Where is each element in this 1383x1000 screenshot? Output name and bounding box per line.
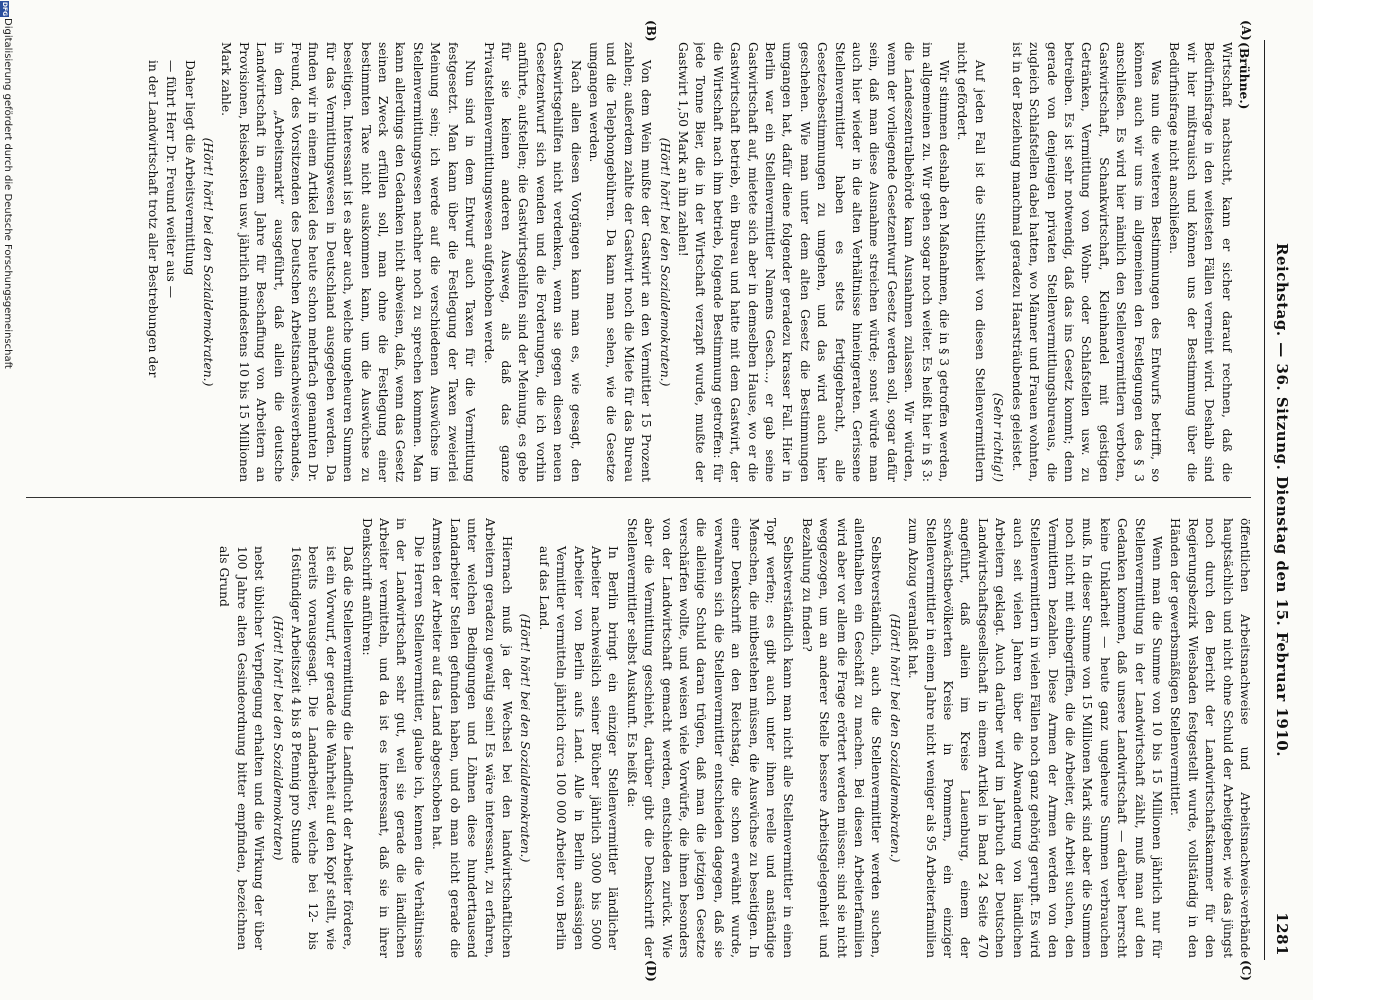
right-text-column xyxy=(23,518,1253,958)
paragraph: Wenn man die Summe von 10 bis 15 Millionen jährlich nur für Stellenvermittlung in der Landwirtschaft zählt, muß man auf den Gedanken kommen, daß unsere Landwirtschaft — darüber herrscht keine Unklarheit — heute ganz ungeheure Summen verbrauchen muß. In dieser Summe von 15 Millionen Mark sind aber die Summen noch nicht mit einbegriffen, die die Arbeiter, die Arbeit suchen, den Vermittlern bezahlen. Diese Armen der Armen werden von den Stellenvermittlern in vielen Fällen noch ganz gehörig gerupft. Es wird auch seit vielen Jahren über die Abwanderung von ländlichen Arbeitern geklagt. Auch darüber wird im Jahrbuch der Deutschen Landwirtschaftsgesellschaft in einem Artikel in Band 24 Seite 470 angeführt, daß allein im Kreise Lauenburg, einem der schwächstbevölkerten Kreise in Pommern, ein einziger Stellenvermittler in einem Jahre nicht weniger als 95 Arbeiterfamilien zum Abzug veranlaßt hat. xyxy=(906,518,1164,958)
page-number: 1281 xyxy=(1273,912,1291,956)
digitization-credit: Digitalisierung gefördert durch die Deutsche Forschungsgemeinschaft xyxy=(2,18,13,369)
dfg-logo-icon: DFG xyxy=(1,1,8,16)
left-text-column xyxy=(23,42,1253,482)
paragraph: Nun sind in dem Entwurf auch Taxen für die Vermittlung festgesetzt. Man kann über die Festlegung der Taxen zweierlei Meinung sein; ich werde auf die verschiedenen Auswüchse im Stellenvermittlungswesen nachher noch zu sprechen kommen. Man kann allerdings den Gedanken nicht abweisen, daß, wenn das Gesetz seinen Zweck erfüllen soll, man ohne die Festlegung einer bestimmten Taxe nicht auskommen kann, um die Auswüchse zu beseitigen. Interessant ist es aber auch, welche ungeheuren Summen für das Vermittlungswesen in Deutschland ausgegeben werden. Da finden wir in einem Artikel des heute schon mehrfach genannten Dr. Freund, des Vorsitzenden des Deutschen Arbeitsnachweisverbandes, in dem „Arbeitsmarkt“ ausgeführt, daß allein die deutsche Landwirtschaft in einem Jahre für Beschaffung von Arbeitern an Provisionen, Reisekosten usw. jährlich mindestens 10 bis 15 Millionen Mark zahle. xyxy=(219,42,478,482)
quotation-paragraph: Daß die Stellenvermittlung die Landflucht der Arbeiter fördere, ist ein Vorwurf, der gerade die Wahrheit auf den Kopf stellt, wie bereits vorausgesagt. Die Landarbeiter, welche bei 12- bis 16stündiger Arbeitszeit 4 bis 8 Pfennig pro Stunde xyxy=(289,546,356,950)
paragraph: Daher liegt die Arbeitsvermittlung xyxy=(182,60,197,276)
margin-marker-b: (B) xyxy=(644,20,658,42)
paragraph: Was nun die weiteren Bestimmungen des Entwurfs betrifft, so können auch wir uns im allgemeinen den Festlegungen des § 3 anschließen. Es wird hier nämlich den Stellenvermittlern verboten, Gastwirtschaft, Schankwirtschaft, Kleinhandel mit geistigen Getränken, Vermittlung von Wohn- oder Schlafstellen usw. zu betreiben. Es ist sehr notwendig, daß das ins Gesetz kommt; denn gerade von denjenigen privaten Stellenvermittlungsbureaus, die zugleich Schlafstellen dabei hatten, wo Männer und Frauen wohnten, ist in der Beziehung manchmal geradezu Haarsträubendes geleistet. xyxy=(1009,42,1163,482)
paragraph: Wirtschaft nachsucht, kann er sicher darauf rechnen, daß die Bedürfnisfrage in den weitesten Fällen verneint wird. Deshalb sind wir hier mißtrauisch und können uns der Bestimmung über die Bedürfnisfrage nicht anschließen. xyxy=(1167,42,1234,482)
paragraph: Wir stimmen deshalb den Maßnahmen, die in § 3 getroffen werden, im allgemeinen zu. Wir gehen sogar noch weiter. Es heißt hier in § 3: die Landeszentralbehörde kann Ausnahmen zulassen. Wir würden, wenn der vorliegende Gesetzentwurf Gesetz werden soll, sogar dafür sein, daß man diese Ausnahme streichen würde; sonst würde man auch hier wieder in die alten Verhältnisse hineingeraten. Gerissene Stellenvermittler haben es stets fertiggebracht, alle Gesetzesbestimmungen zu umgehen, und das wird auch hier geschehen. Wie man unter dem alten Gesetz die Bestimmungen umgangen hat, dafür diene folgender geradezu krasser Fall. Hier in Berlin war ein Stellenvermittler Namens Gesch..., er gab seine Gastwirtschaft auf, mietete sich aber in demselben Hause, wo er die Gastwirtschaft betrieb, ein Bureau und hatte mit dem Gastwirt, der die Wirtschaft nach ihm betrieb, folgende Bestimmung getroffen: für jede Tonne Bier, die in der Wirtschaft verzapft wurde, mußte der Gastwirt 1,50 Mark an ihn zahlen! xyxy=(676,42,952,482)
margin-marker-a: (A) xyxy=(1239,20,1253,41)
interjection: (Hört! hört! bei den Sozialdemokraten.) xyxy=(518,613,533,863)
speaker-tag: (Brühne.) xyxy=(1237,42,1252,110)
paragraph: — führt Herr Dr. Freund weiter aus — xyxy=(164,60,179,299)
interjection: (Sehr richtig!) xyxy=(991,392,1006,482)
paragraph: in der Landwirtschaft trotz aller Bestrebungen der xyxy=(145,60,160,378)
interjection: (Hört! hört! bei den Sozialdemokraten.) xyxy=(201,137,216,387)
interjection: (Hört! hört! bei den Sozialdemokraten.) xyxy=(657,137,672,387)
interjection: (Hört! hört! bei den Sozialdemokraten) xyxy=(270,615,285,861)
margin-marker-c: (C) xyxy=(1239,960,1253,981)
paragraph: Selbstverständlich, auch die Stellenvermittler werden suchen, allenthalben ein Geschäft zu machen. Bei diesen Arbeiterfamilien wird aber vor allem die Frage erörtert werden müssen: sind sie nicht weggezogen, um an anderer Stelle bessere Arbeitsgelegenheit und Bezahlung zu finden? xyxy=(799,518,884,958)
column-divider xyxy=(26,497,1251,498)
paragraph: Die Herren Stellenvermittler, glaube ich, kennen die Verhältnisse in der Landwirtschaft sehr gut, weil sie gerade die ländlichen Arbeiter vermitteln, und da ist es interessant, daß sie in ihrer Denkschrift anführen: xyxy=(359,518,426,958)
margin-marker-d: (D) xyxy=(644,960,658,982)
quotation-paragraph: nebst üblicher Verpflegung erhalten und die Wirkung der über 100 Jahre alten Gesindeordnung bitter empfinden, bezeichnen als Grund xyxy=(217,546,267,950)
interjection: (Hört! hört! bei den Sozialdemokraten.) xyxy=(887,613,902,863)
quotation-paragraph: In Berlin bringt ein einziger Stellenvermittler ländlicher Arbeiter nachweislich seiner Bücher jährlich 3000 bis 5000 Arbeiter von Berlin aufs Land. Alle in Berlin ansässigen Vermittler vermitteln jährlich circa 100 000 Arbeiter von Berlin auf das Land. xyxy=(536,546,621,950)
paragraph: Nach allen diesen Vorgängen kann man es, wie gesagt, den Gastwirtsgehilfen nicht verdenken, wenn sie gegen diesen neuen Gesetzentwurf sich wenden und die Forderungen, die ich vorhin anführte, aufstellen; die Gastwirtsgehilfen sind der Meinung, es gebe für sie keinen anderen Ausweg, als daß das ganze Privatstellenvermittlungswesen aufgehoben werde. xyxy=(481,42,583,482)
paragraph: öffentlichen Arbeitsnachweise und Arbeitsnachweis-verbände hauptsächlich und nicht ohne Schuld der Arbeitgeber, wie das jüngst noch durch den Bericht der Landwirtschaftskammer für den Regierungsbezirk Wiesbaden festgestellt wurde, vollständig in den Händen der gewerbsmäßigen Stellenvermittler. xyxy=(1168,518,1252,958)
paragraph: Auf jeden Fall ist die Sittlichkeit von diesen Stellenvermittlern nicht gefördert. xyxy=(955,42,987,482)
running-title: Reichstag. — 36. Sitzung. Dienstag den 15. Februar 1910. xyxy=(1273,243,1291,757)
paragraph: Hiernach muß ja der Wechsel bei den landwirtschaftlichen Arbeitern geradezu gewaltig sein! Es wäre interessant, zu erfahren, unter welchen Bedingungen und Löhnen diese hunderttausend Landarbeiter Stellen gefunden haben, und ob man nicht gerade die Armsten der Arbeiter auf das Land abgeschoben hat. xyxy=(430,518,514,958)
paragraph: Selbstverständlich kann man nicht alle Stellenvermittler in einen Topf werfen; es gibt auch unter ihnen reelle und anständige Menschen, die mitbestehen müssen, die Auswüchse zu beseitigen. In einer Denkschrift an den Reichstag, die schon erwähnt wurde, verwahren sich die Stellenvermittler entschieden dagegen, daß sie die alleinige Schuld daran trügen, daß man die jetzigen Gesetze verschärfen wollte, und weisen viele Vorwürfe, die ihnen besonders von der Landwirtschaft gemacht werden, entschieden zurück. Wie aber die Vermittlung geschieht, darüber gibt die Denkschrift der Stellenvermittler selbst Auskunft. Es heißt da: xyxy=(624,518,796,958)
page-header xyxy=(1264,40,1295,960)
paragraph: Von dem Wein mußte der Gastwirt an den Vermittler 15 Prozent zahlen; außerdem zahlte der Gastwirt noch die Miete für das Bureau und die Telephongebühren. Da kann man sehen, wie die Gesetze umgangen werden. xyxy=(586,42,654,482)
